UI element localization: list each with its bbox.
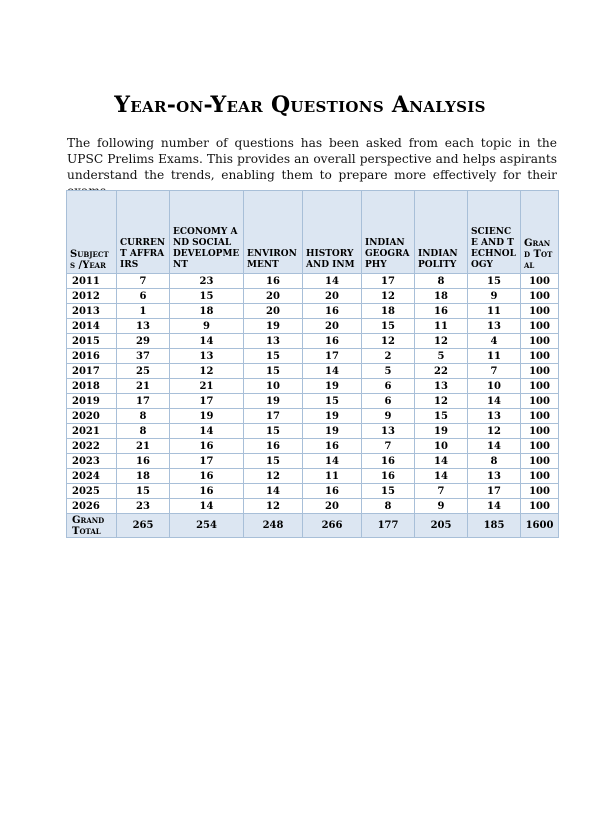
cell-economy: 18 [170,304,244,319]
total-current-affairs: 265 [117,514,170,538]
cell-environment: 20 [244,304,303,319]
cell-current-affairs: 15 [117,484,170,499]
cell-science: 11 [468,349,521,364]
table-row [67,289,559,304]
cell-science: 4 [468,334,521,349]
cell-science: 14 [468,499,521,514]
table-row [67,394,559,409]
cell-science: 10 [468,379,521,394]
intro-paragraph: The following number of questions has been asked from each topic in the UPSC Prelims Exams. This provides an overall perspective and helps aspirants understand the trends, enabling them to prepare more effectively for their [67,136,557,182]
cell-environment: 19 [244,394,303,409]
cell-environment: 12 [244,499,303,514]
cell-economy: 16 [170,439,244,454]
cell-history: 16 [303,334,362,349]
cell-geography: 12 [362,334,415,349]
cell-science: 7 [468,364,521,379]
table-row [67,499,559,514]
cell-economy: 17 [170,454,244,469]
cell-science: 9 [468,289,521,304]
cell-economy: 16 [170,484,244,499]
cell-history: 19 [303,379,362,394]
cell-history: 16 [303,484,362,499]
cell-year: 2018 [67,379,117,394]
cell-grand-total: 100 [521,379,559,394]
cell-history: 20 [303,319,362,334]
cell-year: 2012 [67,289,117,304]
cell-economy: 16 [170,469,244,484]
cell-geography: 18 [362,304,415,319]
total-science: 185 [468,514,521,538]
cell-geography: 13 [362,424,415,439]
cell-geography: 8 [362,499,415,514]
cell-science: 14 [468,439,521,454]
cell-year: 2020 [67,409,117,424]
cell-polity: 14 [415,469,468,484]
cell-grand-total: 100 [521,349,559,364]
page-title: Year-on-Year Questions Analysis [114,92,486,118]
cell-history: 19 [303,409,362,424]
total-row [67,514,559,538]
header-grand-total: Grand Total [521,191,559,274]
cell-science: 15 [468,274,521,289]
table-row [67,484,559,499]
cell-grand-total: 100 [521,454,559,469]
header-science: SCIENCE AND TECHNOLOGY [468,191,521,274]
total-geography: 177 [362,514,415,538]
cell-current-affairs: 25 [117,364,170,379]
header-polity: INDIAN POLITY [415,191,468,274]
cell-science: 13 [468,469,521,484]
cell-geography: 17 [362,274,415,289]
total-grand-total: 1600 [521,514,559,538]
cell-history: 14 [303,454,362,469]
cell-environment: 14 [244,484,303,499]
table-row [67,319,559,334]
cell-geography: 15 [362,484,415,499]
table-row [67,439,559,454]
cell-year: 2024 [67,469,117,484]
cell-environment: 15 [244,454,303,469]
header-history: HISTORY AND INM [303,191,362,274]
cell-geography: 7 [362,439,415,454]
cell-year: 2015 [67,334,117,349]
cell-polity: 15 [415,409,468,424]
cell-geography: 5 [362,364,415,379]
cell-science: 14 [468,394,521,409]
cell-environment: 17 [244,409,303,424]
total-environment: 248 [244,514,303,538]
total-economy: 254 [170,514,244,538]
cell-grand-total: 100 [521,484,559,499]
table-row [67,454,559,469]
header-geography: INDIAN GEOGRAPHY [362,191,415,274]
cell-current-affairs: 6 [117,289,170,304]
cell-environment: 15 [244,349,303,364]
table-row [67,274,559,289]
table-header-row [67,191,559,274]
cell-year: 2013 [67,304,117,319]
cell-science: 13 [468,409,521,424]
total-year: Grand Total [67,514,117,538]
cell-economy: 13 [170,349,244,364]
cell-history: 11 [303,469,362,484]
cell-geography: 16 [362,469,415,484]
cell-year: 2016 [67,349,117,364]
cell-history: 20 [303,289,362,304]
cell-current-affairs: 7 [117,274,170,289]
cell-geography: 15 [362,319,415,334]
cell-year: 2017 [67,364,117,379]
table-row [67,469,559,484]
cell-grand-total: 100 [521,319,559,334]
cell-geography: 6 [362,379,415,394]
cell-geography: 12 [362,289,415,304]
cell-polity: 7 [415,484,468,499]
cell-current-affairs: 16 [117,454,170,469]
cell-history: 14 [303,274,362,289]
total-polity: 205 [415,514,468,538]
cell-science: 13 [468,319,521,334]
cell-history: 14 [303,364,362,379]
cell-economy: 14 [170,334,244,349]
header-subjects-year: Subjects /Year [67,191,117,274]
cell-history: 16 [303,439,362,454]
cell-geography: 16 [362,454,415,469]
cell-year: 2021 [67,424,117,439]
cell-current-affairs: 21 [117,439,170,454]
cell-economy: 14 [170,499,244,514]
table-row [67,379,559,394]
cell-history: 17 [303,349,362,364]
cell-polity: 12 [415,394,468,409]
cell-grand-total: 100 [521,409,559,424]
header-current-affairs: CURRENT AFFRAIRS [117,191,170,274]
cell-year: 2019 [67,394,117,409]
cell-geography: 2 [362,349,415,364]
cell-environment: 19 [244,319,303,334]
header-economy: ECONOMY AND SOCIAL DEVELOPMENT [170,191,244,274]
cell-grand-total: 100 [521,469,559,484]
cell-economy: 9 [170,319,244,334]
cell-environment: 15 [244,424,303,439]
cell-current-affairs: 21 [117,379,170,394]
cell-history: 15 [303,394,362,409]
cell-polity: 13 [415,379,468,394]
cell-economy: 23 [170,274,244,289]
cell-environment: 20 [244,289,303,304]
cell-current-affairs: 18 [117,469,170,484]
cell-grand-total: 100 [521,364,559,379]
cell-polity: 11 [415,319,468,334]
cell-polity: 8 [415,274,468,289]
cell-year: 2025 [67,484,117,499]
cell-grand-total: 100 [521,439,559,454]
cell-year: 2026 [67,499,117,514]
cell-geography: 9 [362,409,415,424]
header-environment: ENVIRONMENT [244,191,303,274]
cell-economy: 19 [170,409,244,424]
cell-grand-total: 100 [521,304,559,319]
cell-year: 2011 [67,274,117,289]
cell-grand-total: 100 [521,424,559,439]
cell-economy: 12 [170,364,244,379]
cell-polity: 5 [415,349,468,364]
cell-science: 8 [468,454,521,469]
cell-grand-total: 100 [521,274,559,289]
table-row [67,349,559,364]
table-row [67,364,559,379]
cell-economy: 14 [170,424,244,439]
cell-grand-total: 100 [521,289,559,304]
cell-polity: 12 [415,334,468,349]
cell-science: 11 [468,304,521,319]
cell-economy: 15 [170,289,244,304]
cell-polity: 10 [415,439,468,454]
cell-current-affairs: 37 [117,349,170,364]
cell-current-affairs: 8 [117,409,170,424]
cell-science: 17 [468,484,521,499]
cell-environment: 10 [244,379,303,394]
cell-grand-total: 100 [521,334,559,349]
total-history: 266 [303,514,362,538]
cell-current-affairs: 1 [117,304,170,319]
questions-table [66,190,559,538]
cell-polity: 19 [415,424,468,439]
cell-current-affairs: 8 [117,424,170,439]
cell-history: 19 [303,424,362,439]
table-body [67,274,559,538]
cell-grand-total: 100 [521,394,559,409]
cell-polity: 14 [415,454,468,469]
cell-year: 2014 [67,319,117,334]
cell-environment: 16 [244,274,303,289]
table-row [67,424,559,439]
cell-year: 2023 [67,454,117,469]
cell-geography: 6 [362,394,415,409]
cell-current-affairs: 13 [117,319,170,334]
cell-environment: 16 [244,439,303,454]
cell-environment: 12 [244,469,303,484]
cell-economy: 17 [170,394,244,409]
cell-current-affairs: 23 [117,499,170,514]
cell-polity: 9 [415,499,468,514]
cell-science: 12 [468,424,521,439]
table-row [67,304,559,319]
cell-environment: 15 [244,364,303,379]
cell-current-affairs: 17 [117,394,170,409]
cell-history: 20 [303,499,362,514]
cell-polity: 22 [415,364,468,379]
cell-polity: 18 [415,289,468,304]
cell-economy: 21 [170,379,244,394]
cell-history: 16 [303,304,362,319]
cell-year: 2022 [67,439,117,454]
cell-polity: 16 [415,304,468,319]
table-row [67,334,559,349]
cell-current-affairs: 29 [117,334,170,349]
table-row [67,409,559,424]
cell-environment: 13 [244,334,303,349]
cell-grand-total: 100 [521,499,559,514]
